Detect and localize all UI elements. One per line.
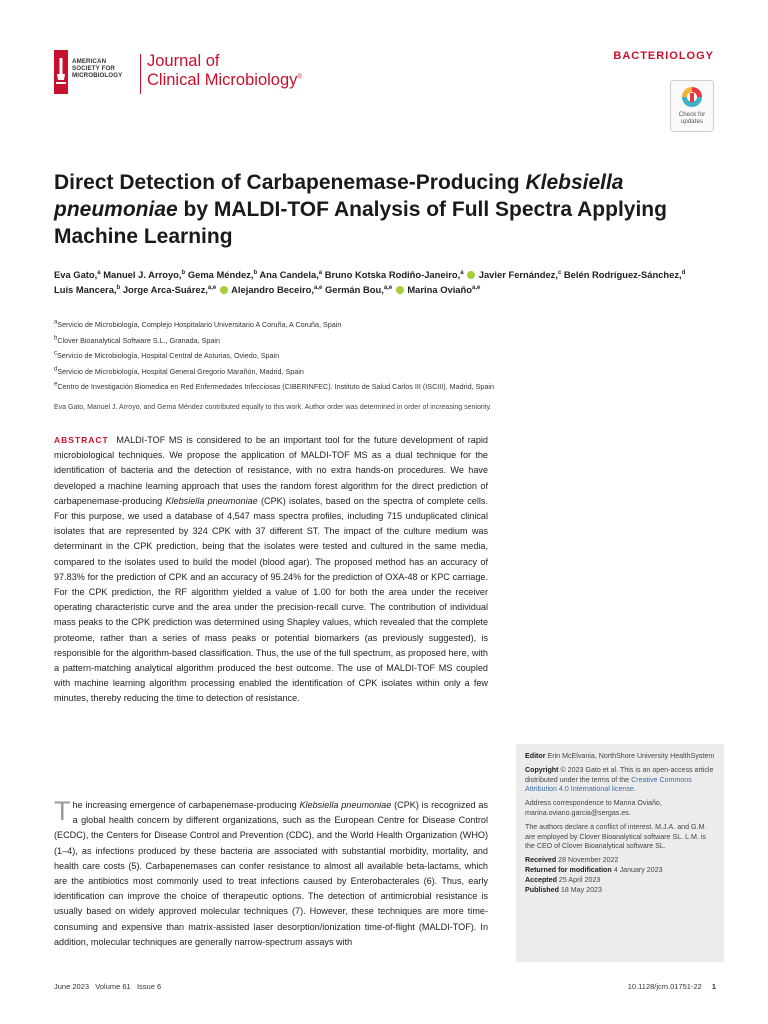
copyright-info	[525, 766, 715, 795]
author-name[interactable]	[103, 269, 185, 280]
author-name[interactable]	[479, 269, 562, 280]
author-name-text: Javier Fernández,	[478, 269, 558, 280]
journal-logo	[54, 50, 354, 98]
date-value: 28 November 2022	[558, 856, 619, 865]
affiliation-item	[54, 364, 694, 380]
author-name-text: Gema Méndez,	[187, 269, 254, 280]
date-key: Accepted	[525, 875, 557, 884]
author-affiliation-mark: b	[116, 284, 121, 291]
author-name[interactable]	[564, 269, 685, 280]
affiliation-text: Clover Bioanalytical Software S.L., Granada, Spain	[57, 335, 220, 345]
affiliation-mark: d	[54, 366, 58, 373]
society-name	[72, 58, 122, 80]
author-name[interactable]	[231, 284, 322, 295]
copyright-key: Copyright	[525, 765, 559, 774]
affiliation-text: Centro de Investigación Biomedica en Red Enfermedades Infecciosas (CIBERINFEC). Instituto de Salud Carlos III (ISCIII), Madrid, Spain	[57, 382, 494, 392]
page-number: 1	[711, 982, 716, 991]
editor-info	[525, 752, 715, 762]
license-end: .	[633, 785, 636, 794]
journal-name	[147, 52, 302, 90]
author-name[interactable]	[188, 269, 257, 280]
affiliation-mark: c	[54, 350, 57, 357]
title-text-1: Direct Detection of Carbapenemase-Producing	[54, 171, 526, 194]
title-species: Klebsiella pneumoniae	[54, 171, 624, 221]
abstract	[54, 433, 488, 707]
orcid-icon[interactable]	[467, 271, 475, 279]
license-link[interactable]: Creative Commons Attribution 4.0 International license	[525, 775, 692, 794]
check-for-updates-badge[interactable]	[670, 80, 714, 132]
copyright-value: © 2023 Gato et al. This is an open-access article distributed under the terms of the	[525, 765, 714, 784]
date-value: 25 April 2023	[558, 875, 601, 884]
check-for-updates-label	[671, 111, 713, 125]
author-affiliation-mark: a	[460, 269, 464, 276]
author-affiliation-mark: d	[681, 269, 686, 276]
affiliations	[54, 317, 694, 395]
author-affiliation-mark: a,e	[313, 284, 323, 291]
drop-cap: T	[54, 796, 71, 826]
affiliation-mark: a	[54, 319, 58, 326]
author-name-text: Alejandro Beceiro,	[231, 284, 314, 295]
editor-key: Editor	[525, 752, 546, 760]
date-key: Returned for modification	[525, 865, 612, 874]
author-affiliation-mark: b	[181, 269, 186, 276]
title-text-2: by MALDI-TOF Analysis of Full Spectra Applying Machine Learning	[54, 198, 667, 248]
author-affiliation-mark: a	[318, 269, 323, 276]
introduction-paragraph	[54, 798, 488, 950]
author-name-text: Manuel J. Arroyo,	[103, 269, 182, 280]
check-updates-line-1: Check for	[678, 111, 706, 118]
author-name-text: Bruno Kotska Rodiño-Janeiro,	[324, 269, 461, 280]
journal-name-line-2: Clinical Microbiology	[147, 71, 298, 89]
article-dates	[525, 856, 715, 895]
affiliation-item	[54, 348, 694, 364]
author-name[interactable]	[325, 284, 405, 295]
abstract-text-1: MALDI-TOF MS is considered to be an important tool for the future development of rapid microbiological techniques. We propose the application of MALDI-TOF MS as a dual technique for the identification of bacteria and the detection of resistance, with no extra hands-on procedures. We have developed a machine learning approach that uses the random forest algorithm for the direct prediction of carbapenemase-producing	[54, 435, 488, 506]
affiliation-text: Servicio de Microbiología, Hospital Central de Asturias, Oviedo, Spain	[57, 351, 280, 361]
author-affiliation-mark: a,e	[207, 284, 217, 291]
society-line-2: SOCIETY FOR	[72, 65, 115, 73]
society-line-3: MICROBIOLOGY	[72, 72, 123, 80]
logo-divider	[140, 54, 141, 94]
author-name[interactable]	[123, 284, 229, 295]
author-affiliation-mark: c	[557, 269, 562, 276]
asm-logo-icon	[54, 50, 68, 94]
date-accepted	[525, 876, 715, 886]
correspondence: Address correspondence to Marina Oviaño, marina.oviano.garcia@sergas.es.	[525, 799, 662, 817]
author-affiliation-mark: a	[97, 269, 101, 276]
affiliation-item	[54, 333, 694, 349]
author-name-text: Ana Candela,	[259, 269, 319, 280]
author-list	[54, 267, 724, 297]
affiliation-text: Servicio de Microbiología, Complejo Hospitalario Universitario A Coruña, A Coruña, Spain	[57, 320, 342, 329]
author-name-text: Jorge Arca-Suárez,	[122, 284, 208, 295]
author-name-text: Germán Bou,	[324, 284, 384, 295]
author-name[interactable]	[54, 269, 101, 280]
contribution-note: Eva Gato, Manuel J. Arroyo, and Gema Méndez contributed equally to this work. Author order was determined in order of increasing seniority.	[54, 404, 492, 411]
author-name-text: Belén Rodríguez-Sánchez,	[563, 269, 682, 280]
abstract-text-2: (CPK) isolates, based on the spectra of complete cells. For this purpose, we used a database of 4,547 mass spectra profiles, including 715 unduplicated clinical isolates that are represented by 324 CPK with 37 different ST. The impact of the culture medium was determinant in the CPK prediction, being that the isolates were tested and cultured in the same media, compared to the isolates used to build the model (blood agar). The proposed method has an accuracy of 97.83% for the prediction of CPK and an accuracy of 95.24% for the prediction of OXA-48 or KPC carriage. For the CPK prediction, the RF algorithm yielded a value of 1.00 for both the area under the receiver operating characteristic curve and the area under the precision-recall curve. The contribution of individual mass peaks to the CPK prediction was determined using Shapley values, which revealed that the complete proteome, rather than a series of mass peaks or potential biomarkers (as previously suggested), is responsible for the algorithm-based classification. Thus, the use of the full spectrum, as proposed here, with a pattern-matching analytical algorithm produced the best outcome. The use of MALDI-TOF MS coupled with machine learning algorithm processing enabled the identification of CPK isolates within only a few minutes, thereby reducing the time to detection of resistance.	[54, 495, 488, 704]
author-name[interactable]	[407, 284, 480, 295]
society-line-1: AMERICAN	[72, 58, 107, 65]
date-returned	[525, 866, 715, 876]
affiliation-mark: e	[54, 381, 58, 388]
date-value: 4 January 2023	[613, 865, 663, 874]
issue-info: June 2023 Volume 61 Issue 6	[54, 982, 162, 991]
author-name[interactable]	[54, 284, 120, 295]
author-name[interactable]	[325, 269, 476, 280]
check-updates-line-2: updates	[680, 118, 704, 125]
editor-value: Erin McElvania, NorthShore University HealthSystem	[547, 752, 715, 760]
orcid-icon[interactable]	[396, 286, 404, 294]
registered-mark: ®	[297, 74, 302, 81]
author-name-text: Marina Oviaño	[407, 284, 472, 295]
author-name-text: Eva Gato,	[54, 269, 98, 280]
article-title	[54, 169, 694, 250]
affiliation-item	[54, 317, 694, 333]
date-received	[525, 856, 715, 866]
doi[interactable]: 10.1128/jcm.01751-22	[627, 982, 702, 991]
date-key: Received	[525, 856, 557, 865]
journal-name-line-1: Journal of	[147, 52, 220, 70]
orcid-icon[interactable]	[220, 286, 228, 294]
article-info-sidebar	[516, 744, 724, 962]
affiliation-text: Servicio de Microbiología, Hospital General Gregorio Marañón, Madrid, Spain	[57, 366, 304, 376]
intro-species: Klebsiella pneumoniae	[299, 800, 392, 810]
crossmark-icon	[681, 86, 703, 108]
section-label: BACTERIOLOGY	[613, 50, 714, 62]
abstract-heading: ABSTRACT	[54, 435, 109, 445]
conflict-statement: The authors declare a conflict of interest. M.J.A. and G.M. are employed by Clover Bioanalytical software SL. L.M. is the CEO of Clover Bioanalytical software SL.	[525, 822, 707, 851]
date-key: Published	[525, 885, 559, 894]
author-name-text: Luis Mancera,	[54, 284, 117, 295]
date-value: 18 May 2023	[560, 885, 602, 894]
intro-text-2: (CPK) is recognized as a global health concern by different organizations, such as the European Centre for Disease Control (ECDC), the Centers for Disease Control and Prevention (CDC), and the World Health Organization (WHO) (1–4), as infections produced by these bacteria are associated with substantial morbidity, mortality, and health care costs (5). Carbapenemases can confer resistance to almost all available beta-lactams, which are the antibiotics most commonly used to treat infections caused by Enterobacterales (6). Thus, early identification can improve the choice of therapeutic options. The detection of antimicrobial resistance is usually based on widely approved molecular techniques (7). However, these techniques are more time-consuming and expensive than matrix-assisted laser desorption/ionization time-of-flight (MALDI-TOF). In addition, molecular techniques are generally narrow-spectrum assays with	[54, 800, 488, 947]
footer-right	[560, 982, 716, 991]
author-affiliation-mark: b	[253, 269, 258, 276]
author-affiliation-mark: a,e	[471, 284, 481, 291]
date-published	[525, 886, 715, 896]
intro-text-1: he increasing emergence of carbapenemase-producing	[72, 800, 300, 810]
author-affiliation-mark: a,e	[383, 284, 393, 291]
author-name[interactable]	[259, 269, 322, 280]
affiliation-mark: b	[54, 335, 58, 342]
abstract-species: Klebsiella pneumoniae	[165, 495, 258, 506]
affiliation-item	[54, 379, 694, 395]
